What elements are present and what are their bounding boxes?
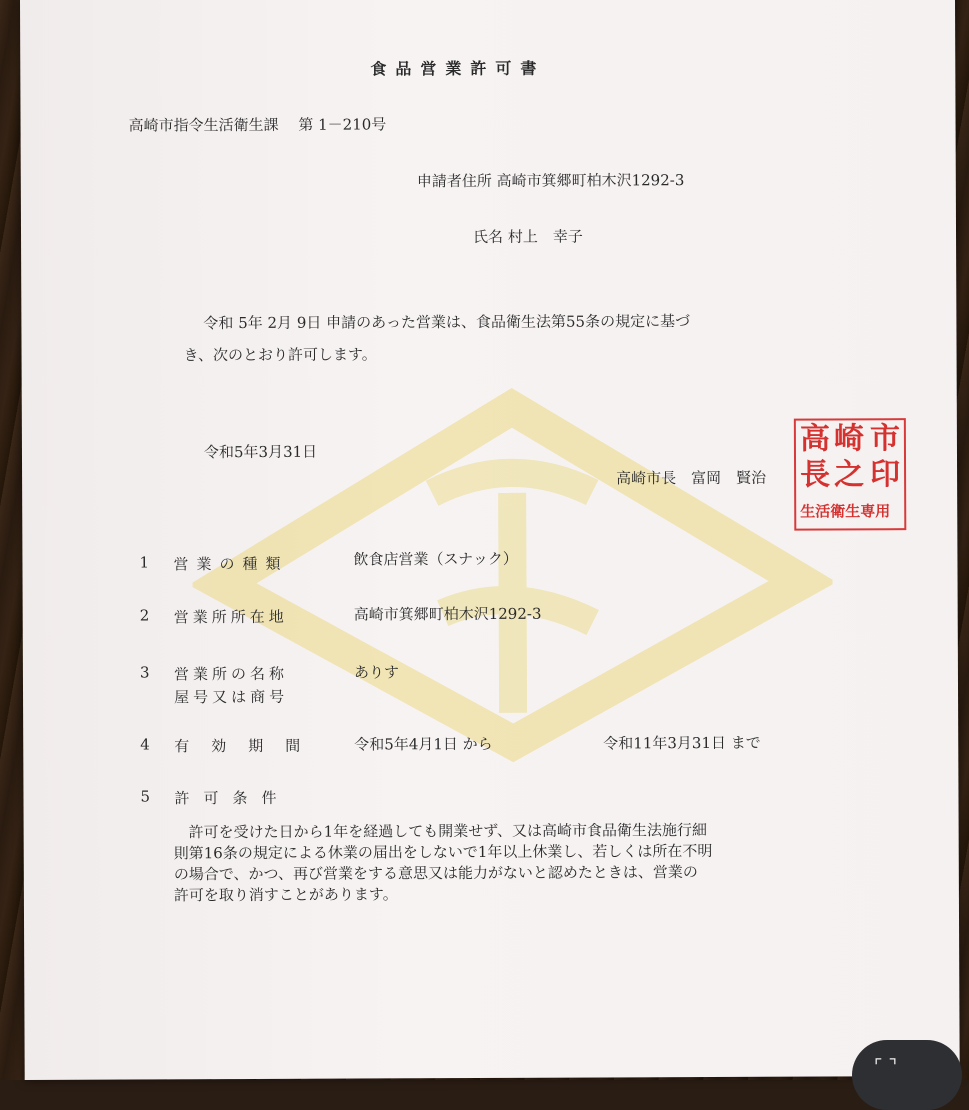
issue-date: 令和5年3月31日 (203, 442, 318, 462)
seal-char: 印 (870, 457, 901, 493)
item-value-business-name: ありす (353, 663, 399, 682)
applicant-address: 申請者住所 高崎市箕郷町柏木沢1292-3 (416, 171, 685, 191)
mayor-signature-line: 高崎市長 富岡 賢治 (616, 468, 767, 488)
item-label-validity-period: 有効期間 (174, 736, 323, 756)
applicant-name: 氏名 村上 幸子 (472, 227, 583, 247)
permit-document (20, 0, 960, 1080)
item-number: 1 (139, 553, 150, 572)
item-value-valid-from: 令和5年4月1日 から (354, 734, 493, 754)
item-number: 2 (139, 606, 150, 625)
item-number: 4 (140, 735, 150, 754)
condition-text-line: 許可を受けた日から1年を経過しても開業せず、又は高崎市食品衛生法施行細 (188, 821, 708, 842)
item-label-business-type: 営業の種類 (173, 554, 289, 574)
document-title: 食品営業許可書 (370, 58, 546, 79)
official-seal-stamp (794, 418, 906, 530)
item-label-conditions: 許可条件 (174, 788, 291, 808)
condition-text-line: 則第16条の規定による休業の届出をしないで1年以上休業し、若しくは所在不明 (173, 841, 713, 863)
condition-text-line: の場合で、かつ、再び営業をする意思又は能力がないと認めたときは、営業の (173, 863, 698, 884)
seal-char: 市 (869, 421, 900, 457)
item-label-location: 営業所所在地 (173, 607, 288, 627)
condition-text-line: 許可を取り消すことがあります。 (173, 885, 398, 905)
scan-button[interactable] (852, 1040, 962, 1110)
body-text-line-1: 令和 5年 2月 9日 申請のあった営業は、食品衛生法第55条の規定に基づ (203, 312, 691, 333)
seal-char: 高 (799, 421, 830, 457)
department-number-line: 高崎市指令生活衛生課 第 1－210号 (128, 115, 387, 135)
item-label-trade-name: 屋号又は商号 (174, 687, 289, 707)
scan-icon: ⌜⌝ (874, 1056, 903, 1077)
item-label-business-name: 営業所の名称 (173, 664, 288, 684)
seal-char: 崎 (833, 421, 864, 457)
seal-bottom-text: 生活衛生専用 (800, 502, 891, 521)
seal-char: 之 (834, 457, 865, 493)
seal-char: 長 (800, 457, 831, 493)
body-text-line-2: き、次のとおり許可します。 (183, 345, 377, 365)
item-value-valid-to: 令和11年3月31日 まで (603, 733, 761, 753)
item-number: 3 (139, 663, 150, 682)
item-value-business-type: 飲食店営業（スナック） (353, 549, 518, 569)
item-number: 5 (140, 787, 151, 806)
item-value-location: 高崎市箕郷町柏木沢1292-3 (353, 604, 542, 624)
